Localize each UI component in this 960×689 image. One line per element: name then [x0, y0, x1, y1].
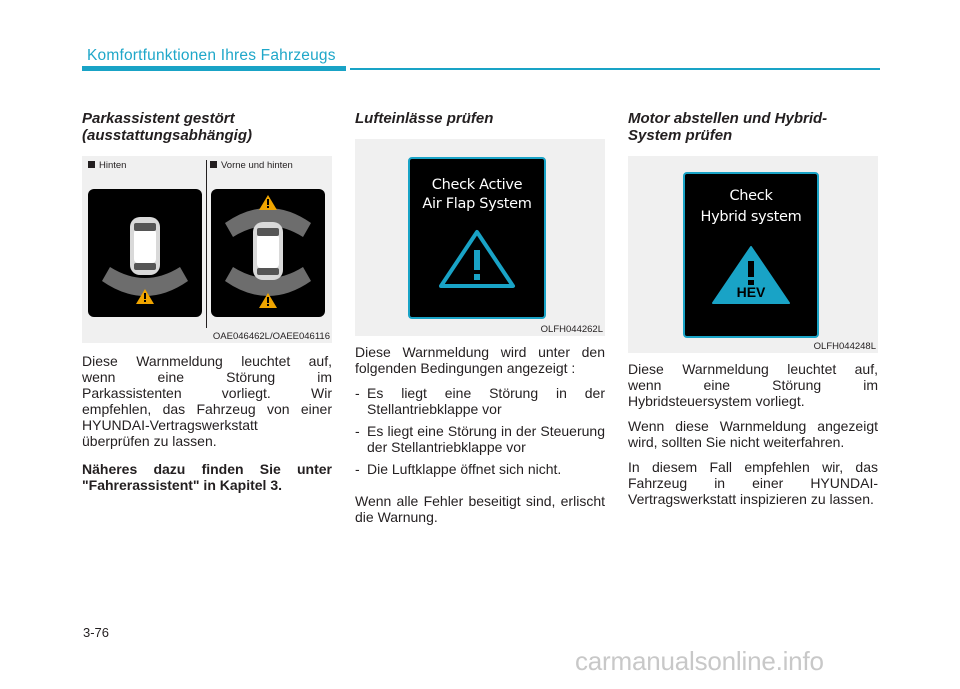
hev-warning	[709, 243, 793, 307]
screen-message-line-2: Air Flap System	[422, 196, 532, 212]
header-rule-accent	[82, 66, 346, 71]
air-flap-conditions	[355, 385, 605, 477]
image-code: OLFH044248L	[813, 341, 876, 352]
image-code: OAE046462L/OAEE046116	[212, 331, 330, 342]
text-line: überprüfen zu lassen.	[82, 433, 217, 449]
car-top-icon	[130, 217, 160, 275]
parking-assist-description	[82, 353, 332, 449]
figure-parking-assist	[82, 156, 332, 343]
hybrid-description	[628, 361, 878, 409]
legend-front-rear	[210, 160, 293, 171]
text-line: wenn eine Störung im	[82, 369, 332, 385]
cluster-display	[683, 172, 819, 338]
legend-rear	[88, 160, 126, 171]
column-hybrid-system	[628, 110, 878, 516]
heading-line-1: Parkassistent gestört	[82, 110, 235, 127]
screen-message-line-1: Check	[729, 188, 773, 204]
text-line: Hybridsteuersystem vorliegt.	[628, 393, 805, 409]
hybrid-workshop-advice: In diesem Fall empfehlen wir, das Fahrzeug in einer HYUNDAI-Vertragswerkstatt inspizieren zu lassen.	[628, 459, 878, 507]
section-title: Komfortfunktionen Ihres Fahrzeugs	[87, 47, 336, 64]
column-parking-assist	[82, 110, 332, 502]
header-rule	[350, 68, 880, 70]
text-line: HYUNDAI-Vertragswerkstatt	[82, 417, 258, 433]
screen-message-line-2: Hybrid system	[700, 209, 802, 225]
heading-parking-assist	[82, 110, 332, 144]
list-item: - Es liegt eine Störung in der Steuerung der Stellantriebklappe vor	[355, 423, 605, 455]
image-code: OLFH044262L	[540, 324, 603, 335]
legend-square-icon	[210, 161, 217, 168]
parking-sensor-display-rear	[88, 189, 202, 317]
watermark: carmanualsonline.info	[575, 646, 824, 676]
figure-divider	[206, 160, 207, 328]
text-line: Diese Warnmeldung leuchtet auf,	[82, 353, 332, 369]
heading-air-flap: Lufteinlässe prüfen	[355, 110, 494, 127]
hev-label: HEV	[736, 284, 766, 300]
text-line: Diese Warnmeldung leuchtet auf,	[628, 361, 878, 377]
text-line: wenn eine Störung im	[628, 377, 878, 393]
heading-line-2: (ausstattungsabhängig)	[82, 127, 253, 144]
column-air-flap	[355, 110, 605, 534]
list-item: - Es liegt eine Störung in der Stellantriebklappe vor	[355, 385, 605, 417]
page-number: 3-76	[83, 625, 110, 640]
legend-front-rear-label: Vorne und hinten	[221, 160, 293, 171]
air-flap-outro: Wenn alle Fehler beseitigt sind, erlischt die Warnung.	[355, 493, 605, 525]
warning-triangle-icon	[437, 228, 517, 290]
cluster-display	[408, 157, 546, 319]
parking-sensor-display-front-rear	[211, 189, 325, 317]
car-top-icon	[253, 222, 283, 280]
list-item: - Die Luftklappe öffnet sich nicht.	[355, 461, 605, 477]
heading-line-2: System prüfen	[628, 127, 733, 144]
text-line: empfehlen, das Fahrzeug von einer	[82, 401, 332, 417]
figure-air-flap	[355, 139, 605, 336]
hybrid-warning-advice: Wenn diese Warnmeldung angezeigt wird, sollten Sie nicht weiterfahren.	[628, 418, 878, 450]
parking-assist-note: Näheres dazu finden Sie unter "Fahrerassistent" in Kapitel 3.	[82, 461, 332, 493]
screen-message-line-1: Check Active	[431, 177, 523, 193]
heading-hybrid-system	[628, 110, 878, 144]
air-flap-intro: Diese Warnmeldung wird unter den folgenden Bedingungen angezeigt :	[355, 344, 605, 376]
figure-hybrid-system	[628, 156, 878, 353]
text-line: Parkassistenten vorliegt. Wir	[82, 385, 332, 401]
legend-rear-label: Hinten	[99, 160, 127, 171]
heading-line-1: Motor abstellen und Hybrid-	[628, 110, 828, 127]
legend-square-icon	[88, 161, 95, 168]
